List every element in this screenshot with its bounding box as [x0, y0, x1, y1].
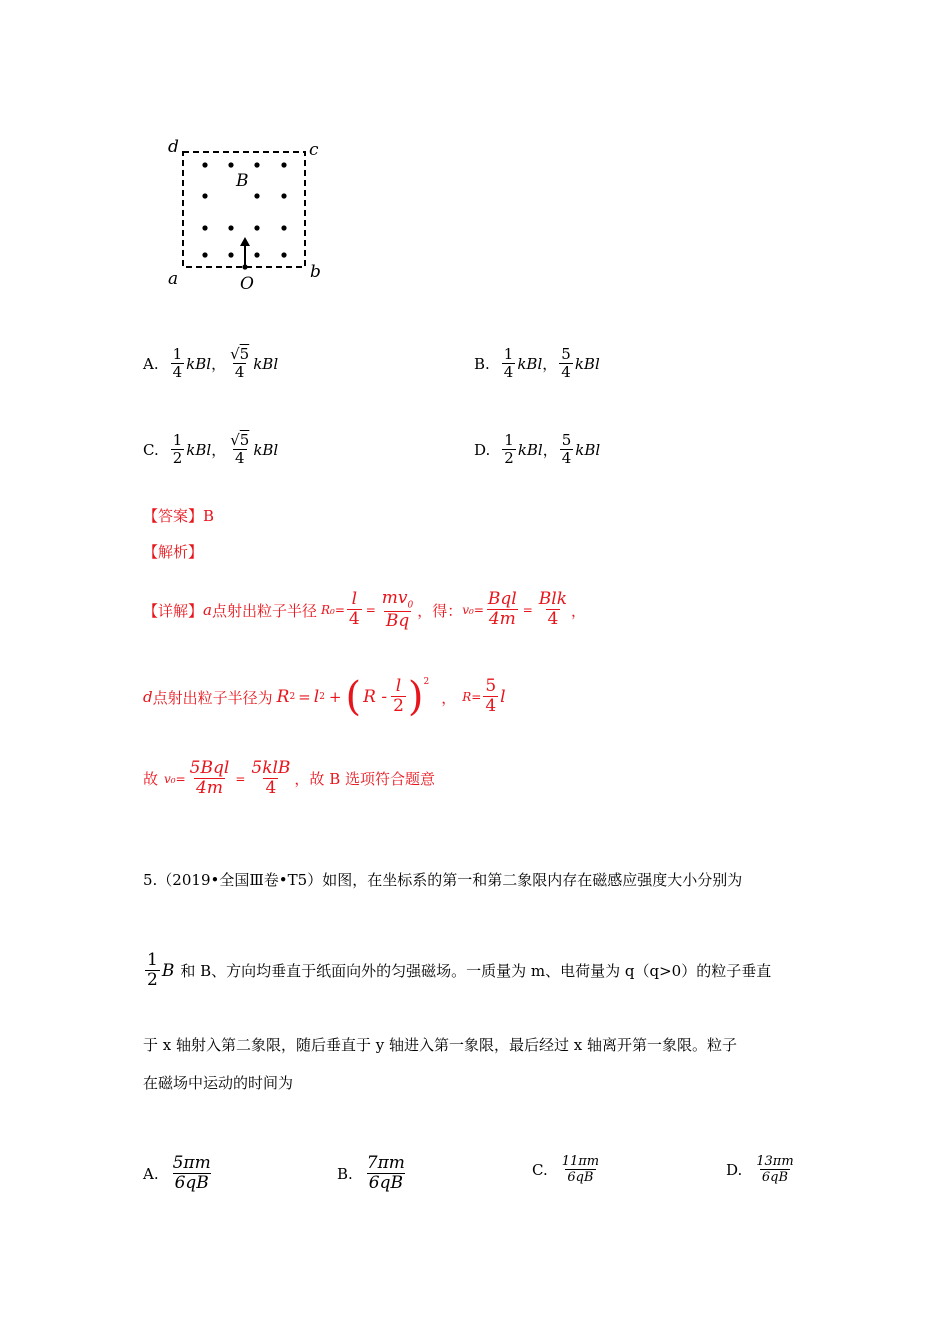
option-c-fraction-2: $\frac{√5}{4}$: [230, 431, 250, 467]
answer-line: [143, 505, 214, 526]
detail-line-1: 【详解】 a 点射出粒子半径 R₀= $\frac{l}{4}$ = $\frac{mv_0}{Bq}$ ，得： v₀= $\frac{\text{Bql}}{4m}$ = $\frac{\text{Blk}}{4}$ ，: [143, 588, 587, 631]
q5-line-3: 于 x 轴射入第二象限，随后垂直于 y 轴进入第一象限，最后经过 x 轴离开第一象限。粒子: [143, 1036, 738, 1054]
corner-c-label: c: [309, 140, 319, 160]
option-a[interactable]: A. $\frac{1}{4}$ kBl ， $\frac{√5}{4}$ kBl: [143, 345, 279, 381]
option-a-label: A.: [143, 354, 159, 373]
analysis-label: 【解析】: [143, 543, 204, 561]
q5-line-4: 在磁场中运动的时间为: [143, 1074, 294, 1092]
detail-label: 【详解】: [143, 601, 204, 620]
q5-option-b[interactable]: B. $\frac{7\pi m}{6qB}$: [337, 1153, 405, 1193]
option-c-label: C.: [143, 440, 159, 459]
q5-option-d[interactable]: D. $\frac{13\pi m}{6qB}$: [726, 1154, 794, 1185]
corner-b-label: b: [310, 262, 321, 282]
origin-label: O: [240, 274, 254, 294]
analysis-line: [143, 541, 203, 562]
q5-option-a[interactable]: A. $\frac{5\pi m}{6qB}$: [143, 1153, 211, 1193]
option-d-fraction-1: $\frac{1}{2}$: [504, 431, 514, 467]
origin-dot: [242, 264, 247, 269]
option-b-fraction-1: $\frac{1}{4}$: [503, 345, 514, 381]
corner-d-label: d: [168, 137, 179, 157]
option-a-fraction-2: $\frac{√5}{4}$: [230, 345, 250, 381]
option-d[interactable]: D. $\frac{1}{2}$ kBl ， $\frac{5}{4}$ kBl: [474, 431, 601, 467]
magnetic-field-figure: [160, 135, 330, 295]
detail-line-3: 故 v₀= $\frac{\text{5Bql}}{4m}$ = $\frac{\text{5klB}}{4}$ ，故 B 选项符合题意: [143, 758, 435, 798]
field-label: B: [236, 171, 249, 191]
detail-line-2: d 点射出粒子半径为 R 2 = l 2 + ( R - $\frac{l}{2}$ ) $^2$ ， R= $\frac{5}{4}$ l: [143, 674, 506, 720]
option-d-fraction-2: $\frac{5}{4}$: [561, 431, 572, 467]
velocity-arrowhead: [240, 237, 250, 246]
option-b[interactable]: B. $\frac{1}{4}$ kBl ， $\frac{5}{4}$ kBl: [474, 345, 600, 381]
q5-option-c[interactable]: C. $\frac{11\pi m}{6qB}$: [532, 1154, 600, 1185]
q5-line-2: $\frac{1}{2}$ B 和 B、方向均垂直于纸面向外的匀强磁场。一质量为 m、电荷量为 q（q>0）的粒子垂直: [147, 950, 772, 990]
option-d-label: D.: [474, 440, 491, 459]
answer-label: 【答案】: [143, 507, 204, 525]
option-a-fraction-1: $\frac{1}{4}$: [172, 345, 183, 381]
option-c-fraction-1: $\frac{1}{2}$: [172, 431, 183, 467]
option-b-label: B.: [474, 354, 490, 373]
answer-value: B: [203, 506, 215, 525]
option-b-fraction-2: $\frac{5}{4}$: [561, 345, 571, 381]
option-c[interactable]: C. $\frac{1}{2}$ kBl ， $\frac{√5}{4}$ kBl: [143, 431, 279, 467]
corner-a-label: a: [168, 269, 179, 289]
q5-line-1: 5.（2019•全国Ⅲ卷•T5）如图，在坐标系的第一和第二象限内存在磁感应强度大小分别为: [143, 871, 743, 889]
